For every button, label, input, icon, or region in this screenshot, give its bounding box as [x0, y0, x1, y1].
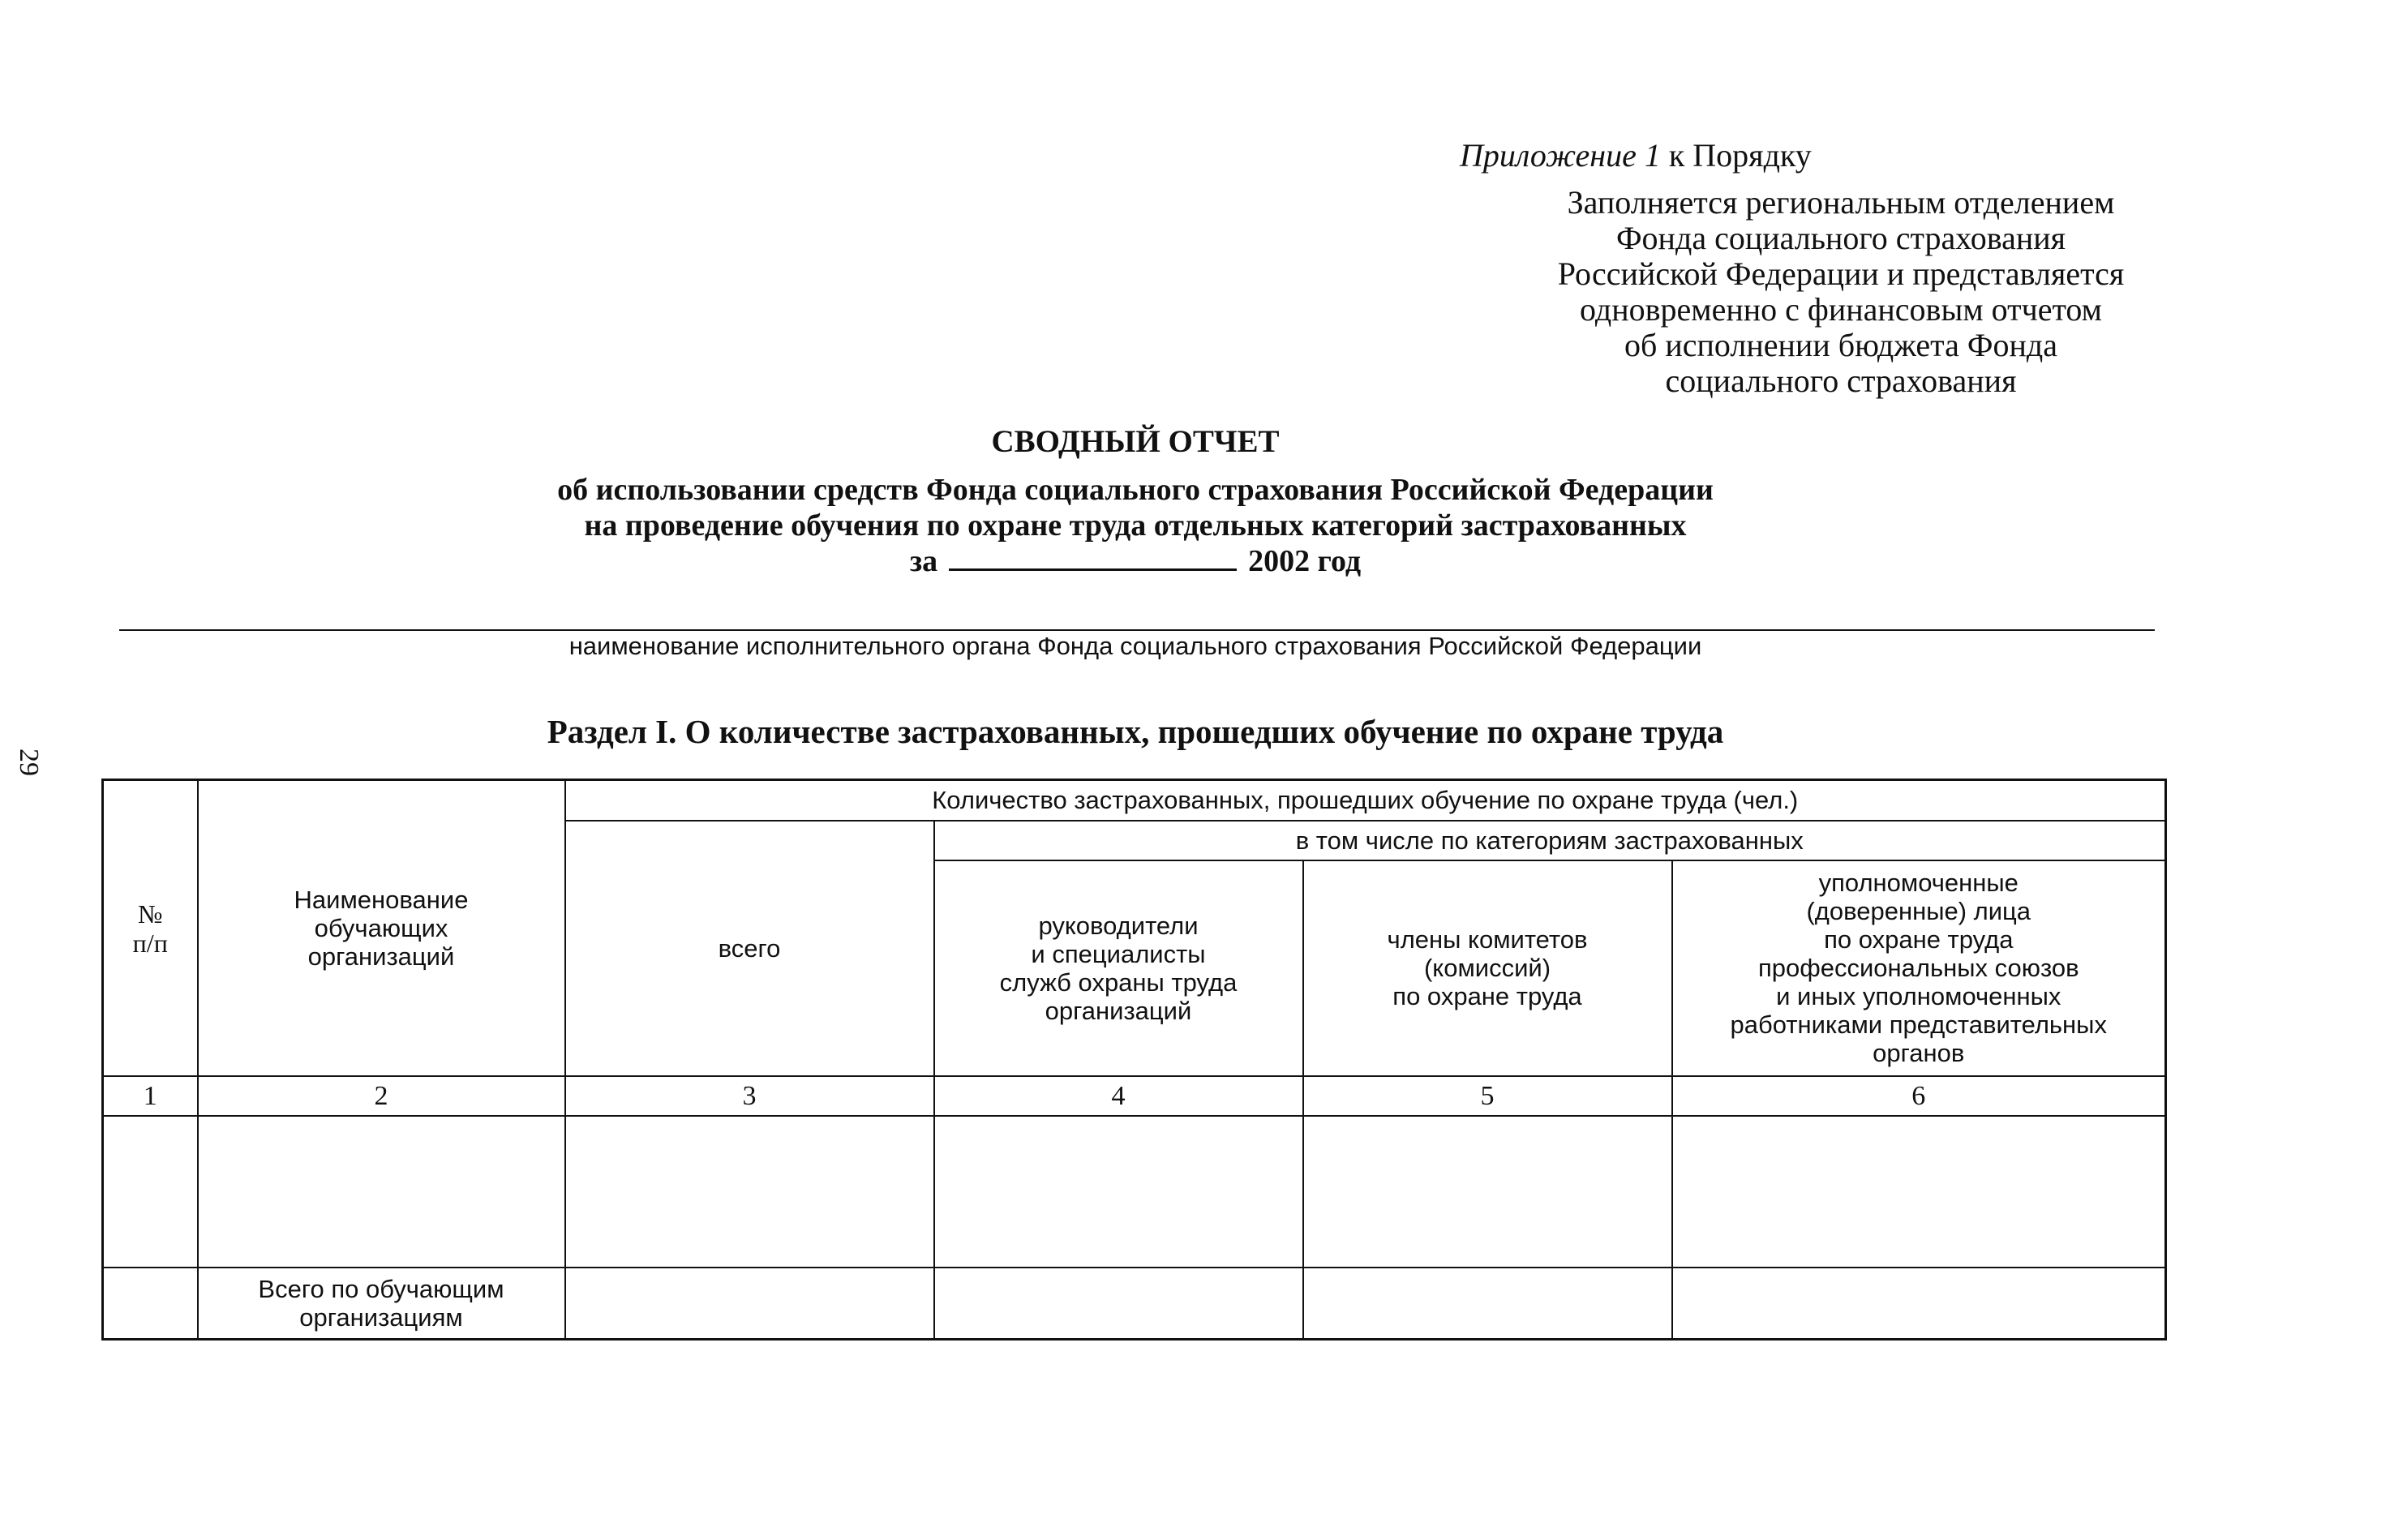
col-cat2-header: члены комитетов (комиссий) по охране труда	[1303, 860, 1672, 1076]
fill-instructions-line: Фонда социального страхования	[1615, 220, 2066, 256]
period-prefix: за	[909, 544, 938, 578]
col-cat1-header: руководители и специалисты служб охраны труда организаций	[934, 860, 1303, 1076]
report-subtitle	[0, 472, 2271, 579]
col-cat3-header: уполномоченные (доверенные) лица по охране труда профессиональных союзов и иных уполномоченных работниками представительных органов	[1672, 860, 2166, 1076]
report-period	[0, 543, 2271, 579]
total-cell-cat2[interactable]	[1303, 1268, 1672, 1339]
period-blank-field[interactable]	[949, 544, 1237, 571]
column-numbers-row	[103, 1076, 2166, 1116]
column-number: 3	[565, 1076, 934, 1116]
total-cell-num[interactable]	[103, 1268, 198, 1339]
col-org-header: Наименование обучающих организаций	[198, 780, 565, 1077]
appendix-rest: к Порядку	[1660, 137, 1812, 174]
fill-instructions-line: Российской Федерации и представляется	[1557, 255, 2125, 292]
period-year: 2002 год	[1248, 544, 1362, 578]
total-cell-cat3[interactable]	[1672, 1268, 2166, 1339]
fill-instructions	[1484, 185, 2198, 399]
page-number: 29	[14, 749, 44, 776]
col-num-header: № п/п	[103, 780, 198, 1077]
training-report-table	[101, 779, 2167, 1341]
column-number: 5	[1303, 1076, 1672, 1116]
total-row	[103, 1268, 2166, 1339]
fill-instructions-line: социального страхования	[1665, 362, 2017, 399]
data-cell-num[interactable]	[103, 1116, 198, 1268]
total-cell-cat1[interactable]	[934, 1268, 1303, 1339]
column-number: 6	[1672, 1076, 2166, 1116]
col-total-header: всего	[565, 821, 934, 1076]
data-cell-total[interactable]	[565, 1116, 934, 1268]
fill-instructions-line: одновременно с финансовым отчетом	[1580, 291, 2102, 328]
column-number: 4	[934, 1076, 1303, 1116]
appendix-label: Приложение 1	[1460, 137, 1661, 174]
report-title: СВОДНЫЙ ОТЧЕТ	[991, 424, 1280, 459]
total-row-label: Всего по обучающим организациям	[198, 1268, 565, 1339]
total-cell-total[interactable]	[565, 1268, 934, 1339]
appendix-reference	[1460, 136, 2190, 175]
report-subtitle-line1: об использовании средств Фонда социального страхования Российской Федерации	[557, 473, 1714, 507]
fill-instructions-line: Заполняется региональным отделением	[1567, 184, 2115, 221]
fill-instructions-line: об исполнении бюджета Фонда	[1624, 327, 2057, 363]
section-title: Раздел I. О количестве застрахованных, прошедших обучение по охране труда	[547, 713, 1724, 750]
column-number: 2	[198, 1076, 565, 1116]
org-name-caption: наименование исполнительного органа Фонда социального страхования Российской Федерации	[568, 632, 1702, 660]
table-row	[103, 1116, 2166, 1268]
group-header: Количество застрахованных, прошедших обучение по охране труда (чел.)	[565, 780, 2166, 821]
data-cell-cat3[interactable]	[1672, 1116, 2166, 1268]
report-subtitle-line2: на проведение обучения по охране труда отдельных категорий застрахованных	[584, 508, 1687, 543]
data-cell-cat2[interactable]	[1303, 1116, 1672, 1268]
header-row-1	[103, 780, 2166, 821]
column-number: 1	[103, 1076, 198, 1116]
data-cell-cat1[interactable]	[934, 1116, 1303, 1268]
subgroup-header: в том числе по категориям застрахованных	[934, 821, 2166, 860]
data-cell-org[interactable]	[198, 1116, 565, 1268]
